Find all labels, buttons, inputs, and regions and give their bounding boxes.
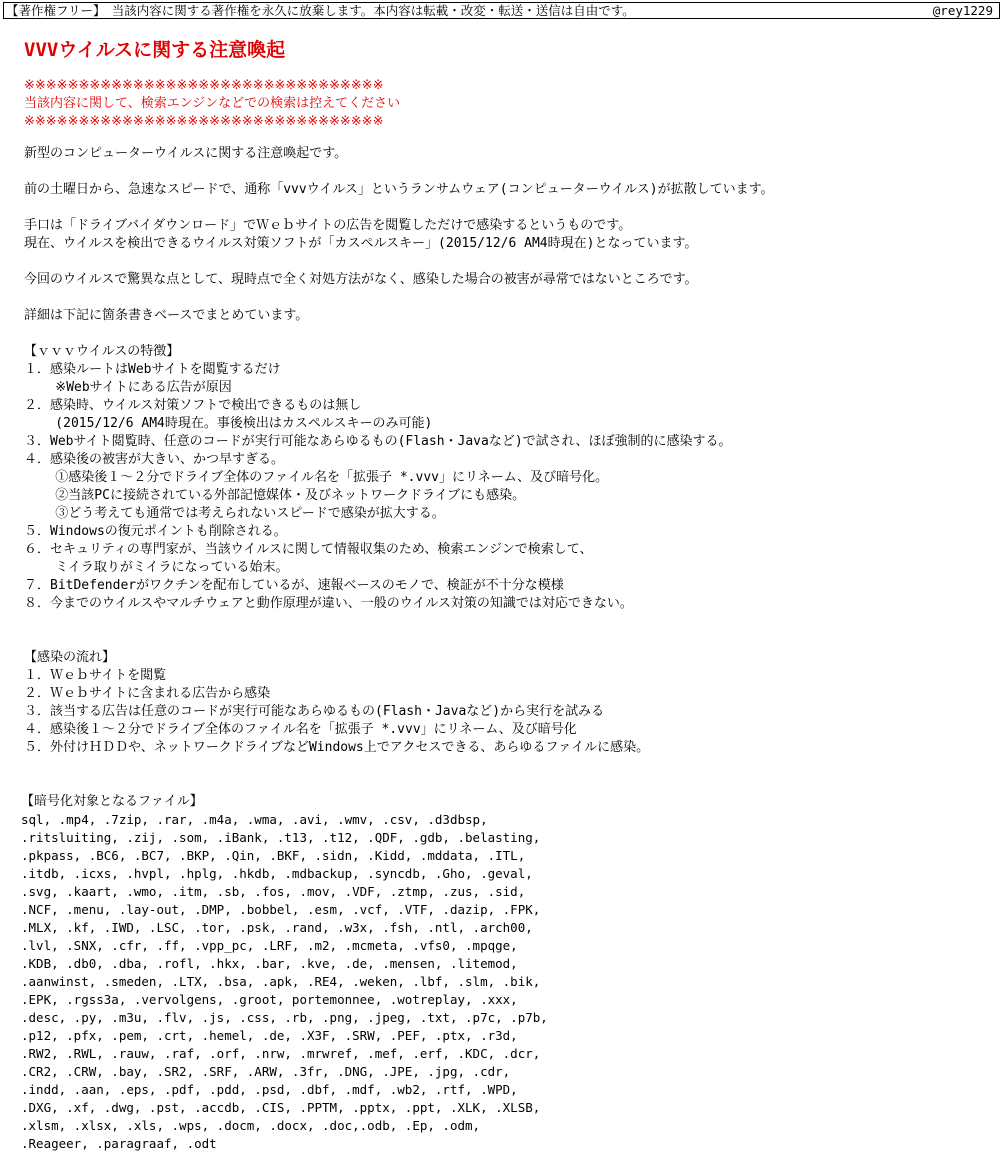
list-item: ２．感染時、ウイルス対策ソフトで検出できるものは無し — [24, 398, 362, 413]
features-heading: 【ｖｖｖウイルスの特徴】 — [24, 344, 180, 359]
extension-line: .CR2, .CRW, .bay, .SR2, .SRF, .ARW, .3fr, .DNG, .JPE, .jpg, .cdr, — [21, 1064, 511, 1079]
list-item: ４．感染後の被害が大きい、かつ早すぎる。 — [24, 452, 285, 467]
list-item: ４．感染後１～２分でドライブ全体のファイル名を「拡張子 *.vvv」にリネーム、及び暗号化 — [24, 722, 577, 737]
list-item: １．Ｗｅｂサイトを閲覧 — [24, 668, 167, 683]
extension-line: .DXG, .xf, .dwg, .pst, .accdb, .CIS, .PPTM, .pptx, .ppt, .XLK, .XLSB, — [21, 1100, 541, 1115]
extension-line: .KDB, .db0, .dba, .rofl, .hkx, .bar, .kve, .de, .mensen, .litemod, — [21, 956, 518, 971]
list-item: ※Webサイトにある広告が原因 — [24, 380, 232, 395]
extensions-heading: 【暗号化対象となるファイル】 — [21, 794, 203, 809]
extension-line: .EPK, .rgss3a, .vervolgens, .groot, portemonnee, .wotreplay, .xxx, — [21, 992, 518, 1007]
extension-line: .xlsm, .xlsx, .xls, .wps, .docm, .docx, .doc,.odb, .Ep, .odm, — [21, 1118, 481, 1133]
list-item: ①感染後１～２分でドライブ全体のファイル名を「拡張子 *.vvv」にリネーム、及び暗号化。 — [24, 470, 609, 485]
features-list — [24, 361, 994, 613]
list-item: １．感染ルートはWebサイトを閲覧するだけ — [24, 362, 281, 377]
list-item: ミイラ取りがミイラになっている始末。 — [24, 560, 289, 575]
search-warning-notice — [24, 77, 994, 131]
list-item: ３．Webサイト閲覧時、任意のコードが実行可能なあらゆるもの(Flash・Javaなど)で試され、ほぼ強制的に感染する。 — [24, 434, 732, 449]
notice-border-top: ※※※※※※※※※※※※※※※※※※※※※※※※※※※※※※※※※ — [24, 78, 384, 93]
intro-paragraph-5: 詳細は下記に箇条書きベースでまとめています。 — [24, 308, 309, 323]
list-item: ２．Ｗｅｂサイトに含まれる広告から感染 — [24, 686, 271, 701]
extension-line: .aanwinst, .smeden, .LTX, .bsa, .apk, .RE4, .weken, .lbf, .slm, .bik, — [21, 974, 541, 989]
extension-line: .indd, .aan, .eps, .pdf, .pdd, .psd, .dbf, .mdf, .wb2, .rtf, .WPD, — [21, 1082, 518, 1097]
extension-line: .svg, .kaart, .wmo, .itm, .sb, .fos, .mov, .VDF, .ztmp, .zus, .sid, — [21, 884, 526, 899]
list-item: ②当該PCに接続されている外部記憶媒体・及びネットワークドライブにも感染。 — [24, 488, 526, 503]
encrypted-extensions-section — [21, 793, 994, 1153]
notice-message: 当該内容に関して、検索エンジンなどでの検索は控えてください — [24, 96, 401, 111]
list-item: ５．Windowsの復元ポイントも削除される。 — [24, 524, 287, 539]
intro-paragraph-3-line-1: 手口は「ドライブバイダウンロード」でＷｅｂサイトの広告を閲覧しただけで感染するというものです。 — [24, 218, 632, 233]
list-item: ７．BitDefenderがワクチンを配布しているが、速報ベースのモノで、検証が不十分な模様 — [24, 578, 564, 593]
article-text — [21, 145, 994, 1153]
extension-line: .itdb, .icxs, .hvpl, .hplg, .hkdb, .mdbackup, .syncdb, .Gho, .geval, — [21, 866, 533, 881]
author-handle: @rey1229 — [932, 3, 993, 18]
intro-paragraph-2: 前の土曜日から、急速なスピードで、通称「vvvウイルス」というランサムウェア(コンピューターウイルス)が拡散しています。 — [24, 182, 774, 197]
list-item: ３．該当する広告は任意のコードが実行可能なあらゆるもの(Flash・Javaなど)から実行を試みる — [24, 704, 605, 719]
extension-line: sql, .mp4, .7zip, .rar, .m4a, .wma, .avi, .wmv, .csv, .d3dbsp, — [21, 812, 488, 827]
extension-line: .pkpass, .BC6, .BC7, .BKP, .Qin, .BKF, .sidn, .Kidd, .mddata, .ITL, — [21, 848, 526, 863]
list-item: (2015/12/6 AM4時現在。事後検出はカスペルスキーのみ可能) — [24, 416, 433, 431]
infection-flow-heading: 【感染の流れ】 — [24, 650, 116, 665]
extension-line: .NCF, .menu, .lay-out, .DMP, .bobbel, .esm, .vcf, .VTF, .dazip, .FPK, — [21, 902, 541, 917]
intro-paragraph-4: 今回のウイルスで驚異な点として、現時点で全く対処方法がなく、感染した場合の被害が尋常ではないところです。 — [24, 272, 698, 287]
intro-paragraph-1: 新型のコンピューターウイルスに関する注意喚起です。 — [24, 146, 348, 161]
extension-line: .MLX, .kf, .IWD, .LSC, .tor, .psk, .rand, .w3x, .fsh, .ntl, .arch00, — [21, 920, 533, 935]
extension-line: .p12, .pfx, .pem, .crt, .hemel, .de, .X3F, .SRW, .PEF, .ptx, .r3d, — [21, 1028, 518, 1043]
list-item: ６．セキュリティの専門家が、当該ウイルスに関して情報収集のため、検索エンジンで検索して、 — [24, 542, 593, 557]
infection-flow-list — [24, 667, 994, 757]
page-title: VVVウイルスに関する注意喚起 — [24, 39, 286, 61]
list-item: ５．外付けＨＤＤや、ネットワークドライブなどWindows上でアクセスできる、あらゆるファイルに感染。 — [24, 740, 650, 755]
intro-paragraph-3-line-2: 現在、ウイルスを検出できるウイルス対策ソフトが「カスペルスキー」(2015/12/6 AM4時現在)となっています。 — [24, 236, 698, 251]
document-body — [21, 38, 994, 1153]
extension-line: .lvl, .SNX, .cfr, .ff, .vpp_pc, .LRF, .m2, .mcmeta, .vfs0, .mpqge, — [21, 938, 518, 953]
extension-line: .desc, .py, .m3u, .flv, .js, .css, .rb, .png, .jpeg, .txt, .p7c, .p7b, — [21, 1010, 548, 1025]
copyright-banner — [3, 2, 1000, 19]
extension-line: .Reageer, .paragraaf, .odt — [21, 1136, 217, 1151]
list-item: ８．今までのウイルスやマルチウェアと動作原理が違い、一般のウイルス対策の知識では対応できない。 — [24, 596, 633, 611]
extension-line: .ritsluiting, .zij, .som, .iBank, .t13, .t12, .QDF, .gdb, .belasting, — [21, 830, 541, 845]
notice-border-bottom: ※※※※※※※※※※※※※※※※※※※※※※※※※※※※※※※※※ — [24, 114, 384, 129]
extension-line: .RW2, .RWL, .rauw, .raf, .orf, .nrw, .mrwref, .mef, .erf, .KDC, .dcr, — [21, 1046, 541, 1061]
list-item: ③どう考えても通常では考えられないスピードで感染が拡大する。 — [24, 506, 445, 521]
copyright-notice: 【著作権フリー】 当該内容に関する著作権を永久に放棄します。本内容は転載・改変・転送・送信は自由です。 — [6, 3, 635, 18]
